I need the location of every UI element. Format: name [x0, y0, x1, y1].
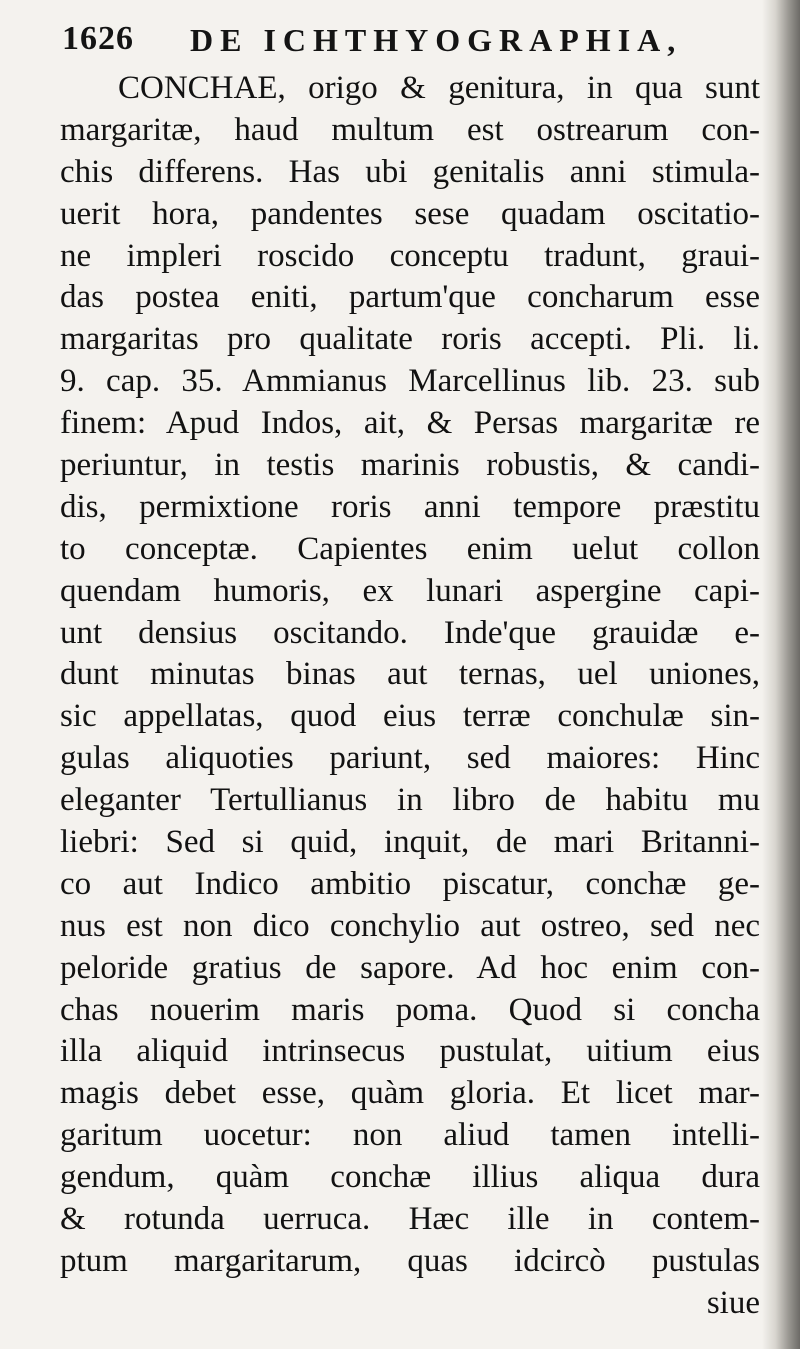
page-number: 1626 — [62, 20, 134, 57]
text-line: margaritæ, haud multum est ostrearum con- — [60, 111, 760, 148]
text-line: margaritas pro qualitate roris accepti. Pli. li. — [60, 321, 760, 358]
text-line: dunt minutas binas aut ternas, uel uniones, — [60, 656, 760, 693]
running-head: DE ICHTHYOGRAPHIA, — [190, 22, 683, 58]
text-line: sic appellatas, quod eius terræ conchulæ sin- — [60, 698, 760, 735]
text-line: nus est non dico conchylio aut ostreo, sed nec — [60, 907, 760, 944]
text-line: ptum margaritarum, quas idcircò pustulas — [60, 1242, 760, 1279]
text-line: chas nouerim maris poma. Quod si concha — [60, 991, 760, 1028]
text-line: illa aliquid intrinsecus pustulat, uitium eius — [60, 1033, 760, 1070]
page-header — [62, 20, 762, 66]
catchword: siue — [706, 1284, 760, 1321]
text-line: periuntur, in testis marinis robustis, & candi- — [60, 447, 760, 484]
body-text — [60, 68, 760, 1325]
text-line: peloride gratius de sapore. Ad hoc enim con- — [60, 949, 760, 986]
text-line: das postea eniti, partum'que concharum esse — [60, 279, 760, 316]
text-line: gulas aliquoties pariunt, sed maiores: Hinc — [60, 740, 760, 777]
text-line: co aut Indico ambitio piscatur, conchæ ge- — [60, 865, 760, 902]
text-line: gendum, quàm conchæ illius aliqua dura — [60, 1159, 760, 1196]
text-line: magis debet esse, quàm gloria. Et licet mar- — [60, 1075, 760, 1112]
text-line: 9. cap. 35. Ammianus Marcellinus lib. 23. sub — [60, 363, 760, 400]
text-line: finem: Apud Indos, ait, & Persas margaritæ re — [60, 405, 760, 442]
text-line: garitum uocetur: non aliud tamen intelli- — [60, 1117, 760, 1154]
text-line: ne impleri roscido conceptu tradunt, graui- — [60, 237, 760, 274]
text-line: dis, permixtione roris anni tempore præstitu — [60, 488, 760, 525]
text-line: unt densius oscitando. Inde'que grauidæ e- — [60, 614, 760, 651]
text-line: eleganter Tertullianus in libro de habitu mu — [60, 782, 760, 819]
text-line: to conceptæ. Capientes enim uelut collon — [60, 530, 760, 567]
text-line: chis differens. Has ubi genitalis anni stimula- — [60, 153, 760, 190]
page-gutter-shadow — [762, 0, 800, 1349]
text-line: & rotunda uerruca. Hæc ille in contem- — [60, 1201, 760, 1238]
text-line: CONCHAE, origo & genitura, in qua sunt — [118, 70, 760, 106]
text-line: uerit hora, pandentes sese quadam oscitatio- — [60, 195, 760, 232]
text-line: liebri: Sed si quid, inquit, de mari Britanni- — [60, 824, 760, 861]
text-line: quendam humoris, ex lunari aspergine capi- — [60, 572, 760, 609]
